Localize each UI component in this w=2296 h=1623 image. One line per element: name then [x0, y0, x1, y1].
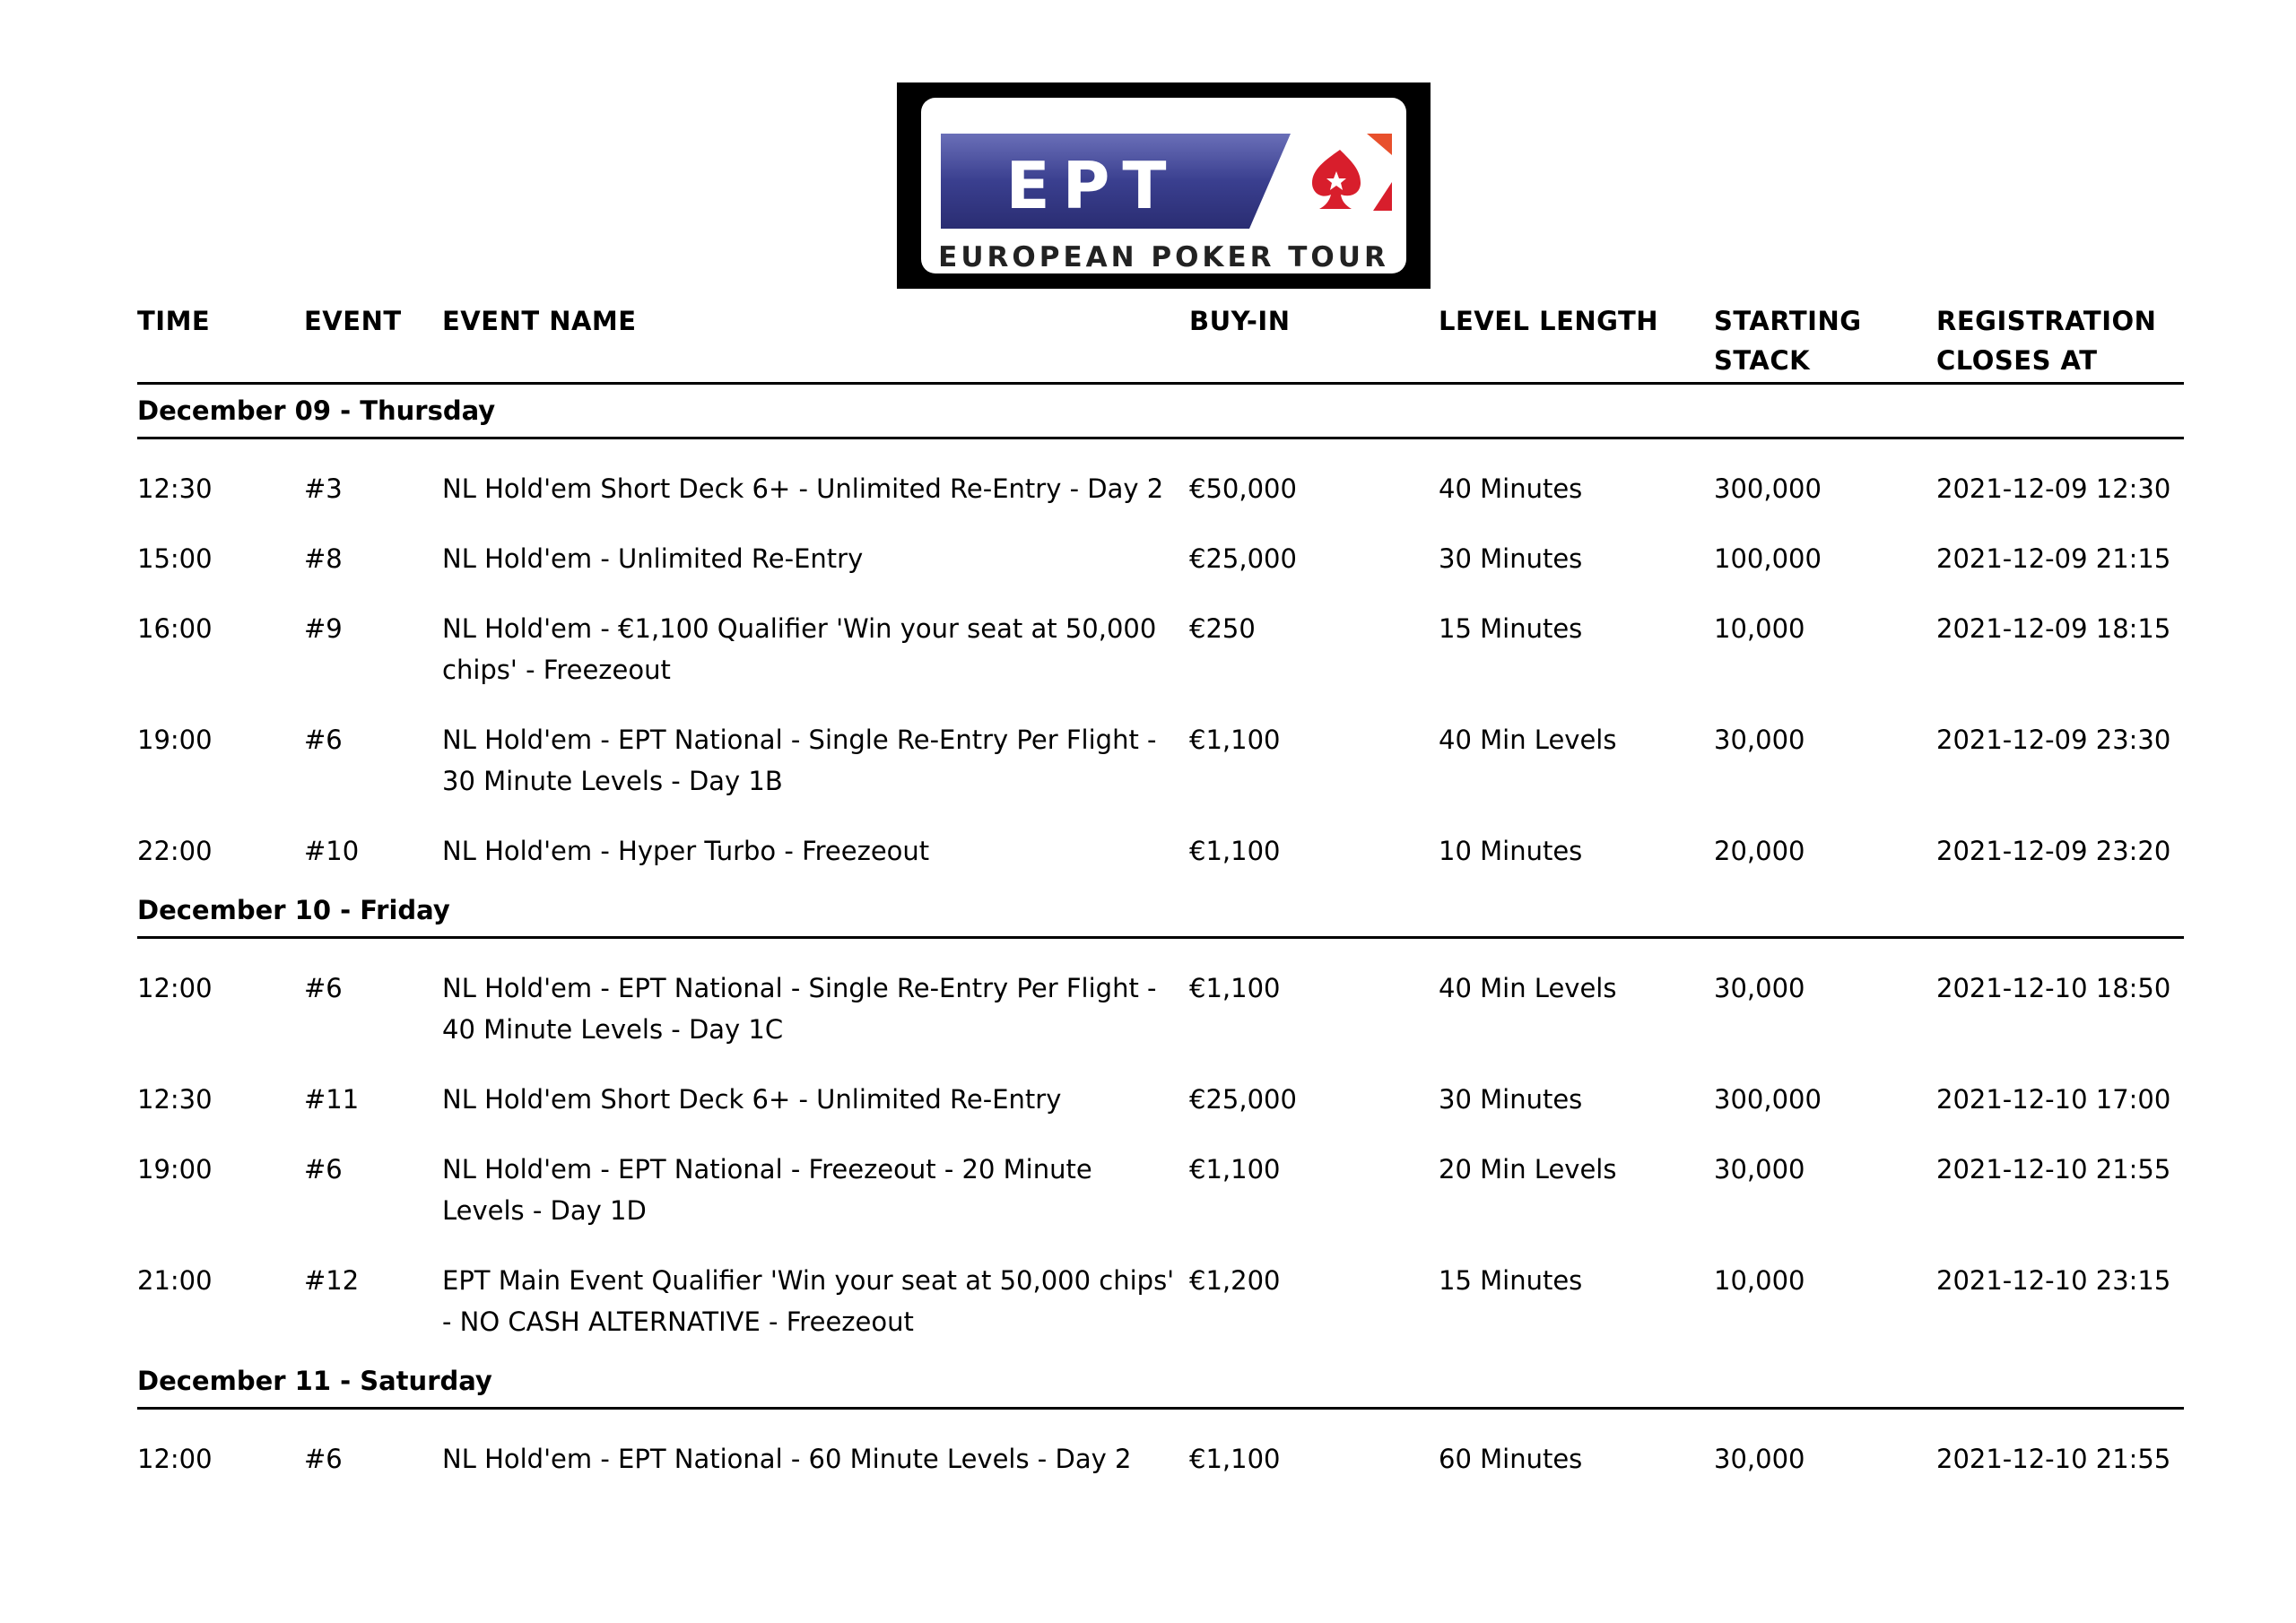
cell-level-length: 40 Min Levels [1439, 725, 1617, 755]
table-row [137, 830, 2184, 884]
cell-registration-closes: 2021-12-09 23:30 [1936, 725, 2171, 755]
cell-event: #3 [304, 473, 343, 504]
cell-buy-in: €1,100 [1189, 973, 1281, 1003]
cell-buy-in: €50,000 [1189, 473, 1297, 504]
day-section-dec-09 [137, 385, 2184, 884]
logo-red-accent-bottom [1373, 182, 1392, 211]
cell-time: 12:00 [137, 1444, 213, 1474]
cell-event-name: NL Hold'em - €1,100 Qualifier 'Win your seat at 50,000 chips' - Freezeout [442, 613, 1157, 685]
header-registration-closes: REGISTRATION CLOSES AT [1936, 306, 2157, 376]
cell-level-length: 60 Minutes [1439, 1444, 1583, 1474]
cell-registration-closes: 2021-12-10 17:00 [1936, 1084, 2171, 1115]
cell-event: #6 [304, 973, 343, 1003]
logo-brand-text: EPT [1005, 148, 1179, 223]
cell-event-name: NL Hold'em - EPT National - Freezeout - 20 Minute Levels - Day 1D [442, 1154, 1092, 1226]
cell-time: 21:00 [137, 1265, 213, 1296]
header-time: TIME [137, 306, 211, 336]
cell-registration-closes: 2021-12-10 23:15 [1936, 1265, 2171, 1296]
table-row [137, 608, 2184, 719]
cell-registration-closes: 2021-12-09 23:20 [1936, 836, 2171, 866]
table-row [137, 968, 2184, 1079]
table-row [137, 1260, 2184, 1355]
cell-time: 12:00 [137, 973, 213, 1003]
cell-starting-stack: 30,000 [1714, 1154, 1805, 1185]
cell-buy-in: €1,100 [1189, 1154, 1281, 1185]
cell-buy-in: €25,000 [1189, 1084, 1297, 1115]
cell-starting-stack: 30,000 [1714, 725, 1805, 755]
cell-event: #6 [304, 1154, 343, 1185]
cell-level-length: 15 Minutes [1439, 1265, 1583, 1296]
cell-level-length: 20 Min Levels [1439, 1154, 1617, 1185]
cell-event-name: NL Hold'em Short Deck 6+ - Unlimited Re-Entry - Day 2 [442, 473, 1164, 504]
day-title: December 10 - Friday [137, 884, 2184, 939]
cell-registration-closes: 2021-12-10 21:55 [1936, 1444, 2171, 1474]
cell-registration-closes: 2021-12-10 18:50 [1936, 973, 2171, 1003]
table-row [137, 1149, 2184, 1260]
schedule-table [137, 301, 2184, 1508]
day-title: December 09 - Thursday [137, 385, 2184, 439]
day-title: December 11 - Saturday [137, 1355, 2184, 1410]
cell-level-length: 30 Minutes [1439, 1084, 1583, 1115]
table-row [137, 719, 2184, 830]
cell-buy-in: €1,100 [1189, 725, 1281, 755]
header-buy-in: BUY-IN [1189, 306, 1291, 336]
spade-icon [1312, 150, 1361, 209]
cell-event: #6 [304, 725, 343, 755]
cell-starting-stack: 100,000 [1714, 543, 1822, 574]
cell-event: #8 [304, 543, 343, 574]
cell-event: #9 [304, 613, 343, 644]
cell-buy-in: €1,100 [1189, 836, 1281, 866]
logo-panel [921, 98, 1406, 273]
cell-buy-in: €1,200 [1189, 1265, 1281, 1296]
cell-event: #6 [304, 1444, 343, 1474]
cell-time: 19:00 [137, 725, 213, 755]
cell-buy-in: €25,000 [1189, 543, 1297, 574]
cell-registration-closes: 2021-12-10 21:55 [1936, 1154, 2171, 1185]
header-starting-stack: STARTING STACK [1714, 306, 1862, 376]
cell-time: 16:00 [137, 613, 213, 644]
header-level-length: LEVEL LENGTH [1439, 306, 1659, 336]
table-header [137, 301, 2184, 385]
cell-event-name: NL Hold'em Short Deck 6+ - Unlimited Re-Entry [442, 1084, 1062, 1115]
cell-level-length: 15 Minutes [1439, 613, 1583, 644]
cell-event-name: NL Hold'em - EPT National - Single Re-Entry Per Flight - 40 Minute Levels - Day 1C [442, 973, 1157, 1045]
cell-starting-stack: 300,000 [1714, 1084, 1822, 1115]
cell-starting-stack: 10,000 [1714, 613, 1805, 644]
cell-event: #12 [304, 1265, 360, 1296]
cell-level-length: 30 Minutes [1439, 543, 1583, 574]
cell-registration-closes: 2021-12-09 21:15 [1936, 543, 2171, 574]
cell-starting-stack: 30,000 [1714, 1444, 1805, 1474]
cell-event: #11 [304, 1084, 360, 1115]
cell-registration-closes: 2021-12-09 18:15 [1936, 613, 2171, 644]
cell-starting-stack: 30,000 [1714, 973, 1805, 1003]
cell-time: 15:00 [137, 543, 213, 574]
header-event: EVENT [304, 306, 402, 336]
ept-logo [897, 82, 1431, 289]
day-section-dec-10 [137, 884, 2184, 1355]
cell-time: 22:00 [137, 836, 213, 866]
cell-starting-stack: 20,000 [1714, 836, 1805, 866]
cell-event: #10 [304, 836, 360, 866]
logo-tagline: EUROPEAN POKER TOUR [938, 241, 1389, 273]
cell-time: 12:30 [137, 473, 213, 504]
cell-level-length: 10 Minutes [1439, 836, 1583, 866]
table-row [137, 1079, 2184, 1149]
table-row [137, 1438, 2184, 1508]
cell-starting-stack: 10,000 [1714, 1265, 1805, 1296]
cell-buy-in: €1,100 [1189, 1444, 1281, 1474]
cell-event-name: NL Hold'em - EPT National - Single Re-Entry Per Flight - 30 Minute Levels - Day 1B [442, 725, 1157, 796]
cell-registration-closes: 2021-12-09 12:30 [1936, 473, 2171, 504]
cell-level-length: 40 Min Levels [1439, 973, 1617, 1003]
cell-starting-stack: 300,000 [1714, 473, 1822, 504]
logo-red-accent-top [1367, 134, 1392, 155]
header-event-name: EVENT NAME [442, 306, 637, 336]
cell-time: 12:30 [137, 1084, 213, 1115]
cell-time: 19:00 [137, 1154, 213, 1185]
cell-level-length: 40 Minutes [1439, 473, 1583, 504]
cell-event-name: NL Hold'em - EPT National - 60 Minute Levels - Day 2 [442, 1444, 1132, 1474]
cell-buy-in: €250 [1189, 613, 1256, 644]
day-section-dec-11 [137, 1355, 2184, 1508]
table-row [137, 538, 2184, 608]
table-row [137, 468, 2184, 538]
cell-event-name: NL Hold'em - Hyper Turbo - Freezeout [442, 836, 930, 866]
cell-event-name: NL Hold'em - Unlimited Re-Entry [442, 543, 864, 574]
cell-event-name: EPT Main Event Qualifier 'Win your seat at 50,000 chips' - NO CASH ALTERNATIVE - Freezeout [442, 1265, 1175, 1337]
